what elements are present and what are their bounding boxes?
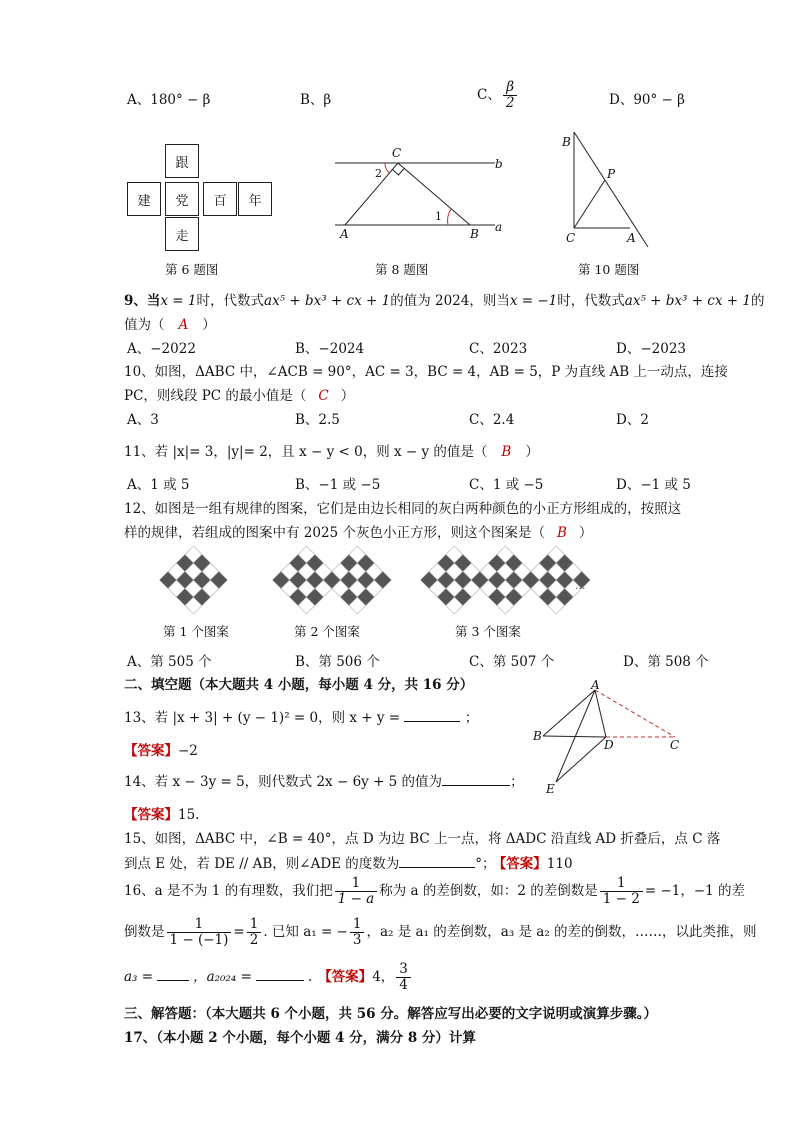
q16-answer-a: 4， [372, 968, 395, 985]
q8-c-num: β [503, 80, 518, 96]
q16-l3-c: . [307, 968, 313, 985]
q9-text-d: 时，代数式 [557, 293, 625, 309]
fig8-angle2-arc [385, 163, 390, 173]
q12-caption-2: 第 2 个图案 [294, 624, 360, 639]
q14-text-b: ； [510, 774, 524, 790]
q16-frac5-num: 1 [350, 917, 365, 933]
q16-l3-b: ，a₂₀₂₄ = [193, 968, 252, 985]
cube-cell-center: 党 [165, 182, 199, 216]
pattern-3 [421, 546, 591, 614]
fig10-label-a: A [627, 231, 636, 245]
fig8-caption: 第 8 题图 [375, 262, 429, 277]
q16-line3 [124, 962, 413, 993]
q10-line2-b: ） [340, 388, 355, 404]
q11-answer: B [501, 444, 512, 460]
q14-blank[interactable] [442, 785, 510, 786]
q10-line2-a: PC，则线段 PC 的最小值是（ [124, 388, 307, 404]
q16-blank-a2024[interactable] [256, 980, 304, 981]
q9-cond2: x = −1 [509, 293, 558, 309]
q12-caption-1: 第 1 个图案 [163, 624, 229, 639]
q11-option-a: A、1 或 5 [127, 477, 190, 493]
q12-option-a: A、第 505 个 [127, 654, 212, 670]
q16-frac2 [600, 876, 643, 907]
q15-segment-de [556, 737, 606, 782]
q16-answer-num: 3 [396, 962, 411, 978]
q16-frac5 [350, 917, 365, 948]
fig10-caption: 第 10 题图 [578, 262, 640, 277]
q10-option-b: B、2.5 [295, 412, 340, 428]
q16-l2-b: = [233, 923, 245, 940]
q15-label-a: A [591, 678, 600, 692]
q12-answer: B [556, 525, 567, 541]
q16-frac3-den: 1 − (−1) [169, 931, 229, 948]
pattern-1 [160, 546, 228, 614]
q16-frac4 [247, 917, 262, 948]
q16-l1-b: 称为 a 的差倒数，如：2 的差倒数是 [379, 882, 598, 899]
q16-frac1-num: 1 [335, 876, 378, 892]
fig8-label-1: 1 [435, 210, 442, 223]
q13-answer-label: 【答案】 [124, 743, 178, 759]
q16-blank-a3[interactable] [157, 980, 189, 981]
cube-cell-bottom: 走 [165, 217, 199, 251]
q16-frac3 [167, 917, 232, 948]
q16-l1-a: 16、a 是不为 1 的有理数，我们把 [124, 882, 333, 899]
q15-answer-label: 【答案】 [499, 856, 547, 872]
fig8-label-a: A [340, 227, 349, 241]
q12-option-c: C、第 507 个 [469, 654, 555, 670]
fig6-caption: 第 6 题图 [165, 262, 219, 277]
fig8-label-c: C [392, 146, 402, 160]
q14-answer-line [124, 803, 199, 823]
q15-segment-ad [595, 690, 606, 737]
fig8-angle1-arc [448, 209, 451, 225]
q16-l2-d: ，a₂ 是 a₁ 的差倒数，a₃ 是 a₂ 的差的倒数，……，以此类推，则 [366, 923, 757, 940]
q15-segment-ab [543, 690, 595, 736]
q9-cond1: x = 1 [160, 293, 197, 309]
q16-frac2-den: 1 − 2 [602, 890, 640, 907]
q11-text-a: 11、若 |x|= 3，|y|= 2，且 x − y < 0，则 x − y 的值是（ [124, 444, 488, 460]
q9-option-c: C、2023 [469, 341, 528, 357]
q10-option-d: D、2 [616, 412, 649, 428]
q9-expr1: ax⁵ + bx³ + cx + 1 [264, 293, 391, 309]
q11-text-b: ） [525, 444, 539, 460]
q13-text-b: ； [464, 710, 479, 726]
section2-heading: 二、填空题（本大题共 4 小题，每小题 4 分，共 16 分） [124, 677, 474, 693]
q9-line2-a: 值为（ [124, 317, 165, 333]
fig8-right-angle-mark [393, 169, 405, 176]
q15-label-d: D [604, 738, 614, 752]
q16-line1 [124, 876, 745, 907]
q8-option-c-prefix: C、 [477, 86, 501, 103]
q15-label-e: E [546, 782, 555, 796]
q11-option-c: C、1 或 −5 [469, 477, 544, 493]
q16-l1-c: = −1，−1 的差 [644, 882, 746, 899]
q14-line [124, 770, 524, 790]
fig10-segment-pc [574, 180, 605, 228]
q9-line1 [124, 289, 764, 309]
fig8-diagram [330, 140, 510, 245]
fig8-label-b: B [470, 227, 479, 241]
q13-answer: −2 [178, 743, 198, 759]
q16-l2-c: . 已知 a₁ = − [263, 923, 348, 940]
q13-text-a: 13、若 |x + 3| + (y − 1)² = 0，则 x + y = [124, 710, 401, 726]
fig10-label-c: C [566, 231, 576, 245]
fig10-line-ab [574, 132, 648, 247]
fig10-label-b: B [562, 135, 571, 149]
q10-line2 [124, 384, 354, 404]
q16-line2 [124, 917, 757, 948]
q9-text-c: 的值为 2024，则当 [390, 293, 510, 309]
q9-option-a: A、−2022 [127, 341, 196, 357]
q10-answer: C [318, 388, 329, 404]
q16-frac1 [335, 876, 378, 907]
fig8-label-2: 2 [375, 167, 382, 180]
q8-option-c [477, 80, 519, 111]
q17-heading: 17、（本小题 2 个小题，每个小题 4 分，满分 8 分）计算 [124, 1030, 476, 1046]
q16-answer-den: 4 [399, 976, 408, 993]
q16-l2-a: 倒数是 [124, 923, 165, 940]
q15-answer: 110 [546, 856, 573, 872]
q8-option-c-fraction [503, 80, 518, 111]
q13-blank[interactable] [404, 721, 460, 722]
q9-line2-b: ） [202, 317, 216, 333]
q16-frac5-den: 3 [352, 931, 362, 948]
pattern-2 [273, 546, 392, 614]
q9-prefix: 9、当 [124, 293, 161, 309]
q15-segment-bd [543, 736, 606, 737]
q9-text-e: 的 [750, 293, 765, 309]
q10-line1: 10、如图，ΔABC 中，∠ACB = 90°，AC = 3，BC = 4，AB = 5，P 为直线 AB 上一动点，连接 [124, 364, 728, 380]
q16-l3-a: a₃ = [124, 968, 154, 985]
q12-line2-a: 样的规律，若组成的图案中有 2025 个灰色小正方形，则这个图案是（ [124, 525, 545, 541]
q9-option-b: B、−2024 [295, 341, 365, 357]
q15-blank[interactable] [399, 867, 475, 868]
q8-option-b: B、β [300, 92, 332, 108]
q11-option-b: B、−1 或 −5 [295, 477, 381, 493]
fig10-label-p: P [607, 167, 616, 181]
q15-line2 [124, 852, 573, 872]
q15-label-b: B [533, 729, 542, 743]
q10-option-a: A、3 [127, 412, 159, 428]
q12-line2 [124, 521, 592, 541]
cube-cell-right2: 年 [238, 182, 272, 216]
q15-line2-b: °； [475, 856, 496, 872]
q13-answer-line [124, 739, 198, 759]
q11-option-d: D、−1 或 5 [616, 477, 691, 493]
q8-option-d: D、90° − β [609, 92, 685, 108]
q15-label-c: C [670, 738, 680, 752]
q16-frac1-den: 1 − a [337, 890, 375, 907]
q9-expr2: ax⁵ + bx³ + cx + 1 [624, 293, 751, 309]
q9-line2 [124, 313, 216, 333]
q9-text-b: 时，代数式 [196, 293, 265, 309]
q12-patterns [155, 545, 595, 615]
cube-cell-left: 建 [127, 182, 161, 216]
section3-heading: 三、解答题：（本大题共 6 个小题，共 56 分。解答应写出必要的文字说明或演算步骤。） [124, 1006, 657, 1022]
fig8-segment-cb [398, 163, 470, 225]
q14-answer: 15. [178, 807, 200, 823]
fig8-label-b-line: b [495, 157, 503, 171]
q12-option-b: B、第 506 个 [295, 654, 380, 670]
q12-line2-b: ） [578, 525, 593, 541]
q16-answer-label: 【答案】 [318, 968, 373, 985]
q13-line [124, 706, 478, 726]
cube-cell-top: 跟 [165, 144, 199, 178]
q16-frac2-num: 1 [600, 876, 643, 892]
q12-option-d: D、第 508 个 [623, 654, 709, 670]
q15-segment-ac [595, 690, 675, 737]
q15-line1: 15、如图，ΔABC 中，∠B = 40°，点 D 为边 BC 上一点，将 ΔADC 沿直线 AD 折叠后，点 C 落 [124, 831, 721, 847]
q8-option-a: A、180° − β [127, 92, 211, 108]
q10-option-c: C、2.4 [469, 412, 515, 428]
q14-answer-label: 【答案】 [124, 807, 178, 823]
fig8-label-a-line: a [495, 220, 503, 234]
q16-frac4-num: 1 [247, 917, 262, 933]
q9-answer: A [178, 317, 189, 333]
fig8-segment-ac [345, 163, 398, 225]
q14-text-a: 14、若 x − 3y = 5，则代数式 2x − 6y + 5 的值为 [124, 774, 443, 790]
q11-line [124, 440, 539, 460]
q9-option-d: D、−2023 [616, 341, 686, 357]
q16-frac4-den: 2 [249, 931, 259, 948]
q8-c-den: 2 [505, 94, 515, 111]
cube-cell-right1: 百 [203, 182, 237, 216]
q12-caption-3: 第 3 个图案 [455, 624, 521, 639]
q16-frac3-num: 1 [167, 917, 232, 933]
q12-ellipsis: ··· [575, 582, 586, 595]
q16-answer-frac [396, 962, 411, 993]
q12-line1: 12、如图是一组有规律的图案，它们是由边长相同的灰白两种颜色的小正方形组成的，按照这 [124, 501, 682, 517]
q15-line2-a: 到点 E 处，若 DE // AB，则∠ADE 的度数为 [124, 856, 400, 872]
